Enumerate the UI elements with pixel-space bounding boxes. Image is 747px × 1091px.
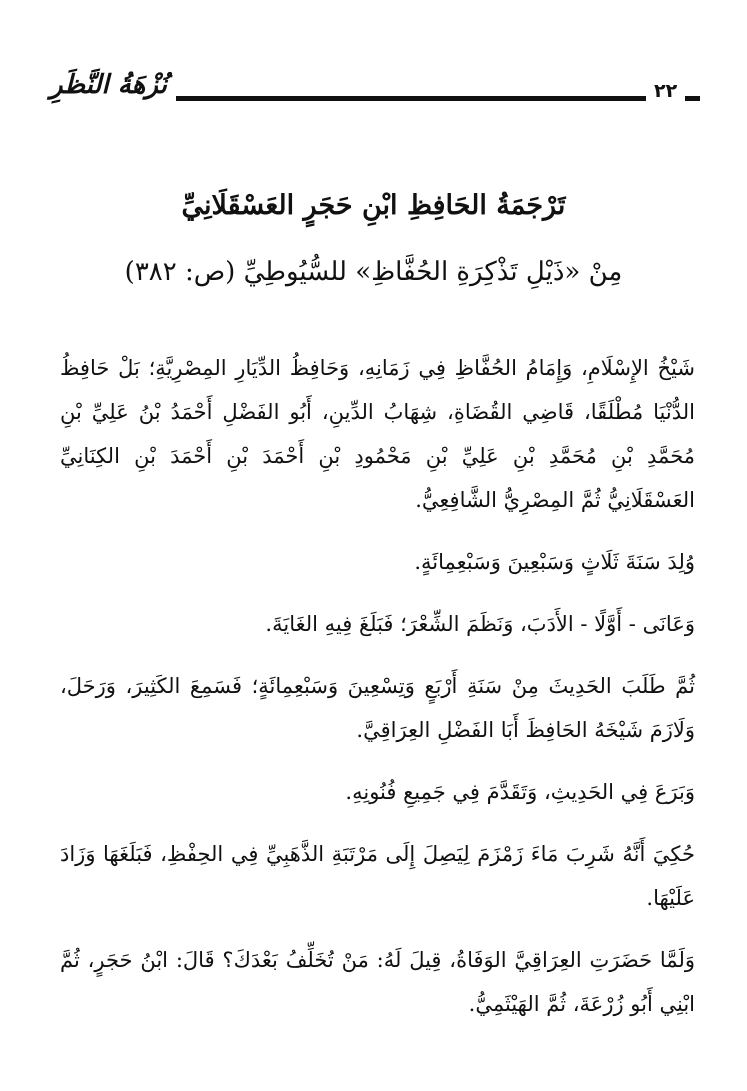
header-rule: [176, 96, 646, 101]
paragraph: وَبَرَعَ فِي الحَدِيثِ، وَتَقَدَّمَ فِي جَمِيعِ فُنُونِهِ.: [345, 780, 695, 804]
paragraph: حُكِيَ أَنَّهُ شَرِبَ مَاءَ زَمْزَمَ لِيَصِلَ إِلَى مَرْتَبَةِ الذَّهَبِيِّ فِي الحِفْظِ، فَبَلَغَهَا وَزَادَ عَلَيْهَا.: [60, 842, 695, 910]
paragraph: وُلِدَ سَنَةَ ثَلَاثٍ وَسَبْعِينَ وَسَبْعِمِائَةٍ.: [414, 550, 695, 574]
paragraph: وَعَانَى - أَوَّلًا - الأَدَبَ، وَنَظَمَ الشِّعْرَ؛ فَبَلَغَ فِيهِ الغَايَةَ.: [265, 612, 695, 636]
section-subtitle: مِنْ «ذَيْلِ تَذْكِرَةِ الحُفَّاظِ» للسُّيُوطِيِّ (ص: ٣٨٢): [124, 257, 623, 287]
running-header: [50, 66, 700, 126]
paragraph: وَلَمَّا حَضَرَتِ العِرَاقِيَّ الوَفَاةُ، قِيلَ لَهُ: مَنْ تُخَلِّفُ بَعْدَكَ؟ قَالَ: ابْنُ حَجَرٍ، ثُمَّ ابْنِي أَبُو زُرْعَةَ، ثُمَّ الهَيْثَمِيُّ.: [60, 948, 695, 1016]
header-dash: [685, 96, 700, 101]
paragraph: شَيْخُ الإِسْلَامِ، وَإِمَامُ الحُفَّاظِ فِي زَمَانِهِ، وَحَافِظُ الدِّيَارِ المِصْرِيَّةِ؛ بَلْ حَافِظُ الدُّنْيَا مُطْلَقًا، قَاضِي القُضَاةِ، شِهَابُ الدِّينِ، أَبُو الفَضْلِ أَحْمَدُ بْنُ عَلِيِّ بْنِ مُحَمَّدِ بْنِ مُحَمَّدِ بْنِ عَلِيِّ بْنِ مَحْمُودِ بْنِ أَحْمَدَ بْنِ أَحْمَدَ بْنِ الكِنَانِيِّ العَسْقَلَانِيُّ ثُمَّ المِصْرِيُّ الشَّافِعِيُّ.: [60, 356, 695, 512]
body-text: [60, 346, 695, 1044]
paragraph: ثُمَّ طَلَبَ الحَدِيثَ مِنْ سَنَةِ أَرْبَعٍ وَتِسْعِينَ وَسَبْعِمِائَةٍ؛ فَسَمِعَ الكَثِيرَ، وَرَحَلَ، وَلَازَمَ شَيْخَهُ الحَافِظَ أَبَا الفَضْلِ العِرَاقِيَّ.: [60, 674, 695, 742]
section-title: تَرْجَمَةُ الحَافِظِ ابْنِ حَجَرٍ العَسْقَلَانِيِّ: [181, 190, 566, 221]
page-number: ٢٢: [654, 80, 678, 102]
book-title: نُزْهَةُ النَّظَرِ: [50, 70, 167, 100]
